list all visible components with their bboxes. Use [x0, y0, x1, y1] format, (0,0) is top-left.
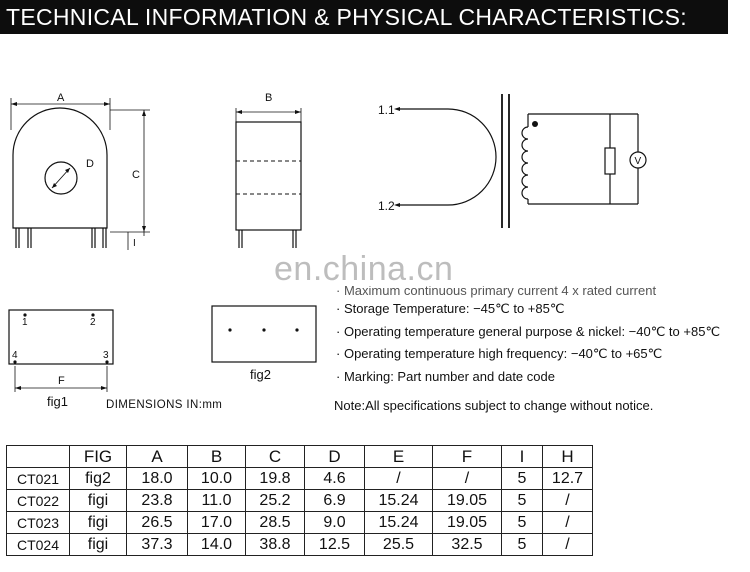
- voltmeter-label: V: [634, 156, 642, 167]
- table-cell: 19.05: [433, 512, 502, 534]
- table-row: [7, 468, 593, 490]
- table-cell: 4.6: [305, 468, 365, 490]
- page-title: TECHNICAL INFORMATION & PHYSICAL CHARACTERISTICS:: [6, 4, 687, 30]
- table-header-cell: C: [246, 446, 305, 468]
- pin-4-label: 4: [12, 350, 18, 361]
- header-bar: [0, 0, 728, 34]
- fig1-label: fig1: [47, 394, 68, 409]
- terminal-1-1-label: 1.1: [378, 103, 395, 117]
- table-cell: /: [543, 512, 593, 534]
- table-cell: figi: [70, 512, 127, 534]
- table-cell: 19.8: [246, 468, 305, 490]
- watermark: en.china.cn: [274, 250, 454, 288]
- pin-1-label: 1: [22, 317, 28, 328]
- table-header-cell: E: [365, 446, 433, 468]
- fig2-body-outline: [236, 122, 301, 230]
- table-cell: 5: [502, 512, 543, 534]
- table-cell: 12.5: [305, 534, 365, 556]
- dim-f-label: F: [58, 375, 65, 387]
- table-cell: figi: [70, 534, 127, 556]
- dim-d-label: D: [86, 158, 94, 170]
- table-cell: figi: [70, 490, 127, 512]
- table-cell: 5: [502, 490, 543, 512]
- table-row: [7, 512, 593, 534]
- table-cell: 28.5: [246, 512, 305, 534]
- table-cell: 6.9: [305, 490, 365, 512]
- dim-b-label: B: [265, 92, 273, 104]
- table-cell: 9.0: [305, 512, 365, 534]
- burden-resistor: [605, 148, 615, 174]
- fig2-bottom-outline: [212, 306, 316, 362]
- spec-table: [6, 445, 593, 556]
- spec-table-wrap: [6, 445, 593, 556]
- spec-max-current: · Maximum continuous primary current 4 x rated current: [336, 286, 720, 298]
- dim-a-label: A: [57, 92, 65, 104]
- table-header-row: [7, 446, 593, 468]
- table-cell: 38.8: [246, 534, 305, 556]
- table-header-cell: H: [543, 446, 593, 468]
- pin-3-label: 3: [103, 350, 109, 361]
- table-cell: 25.5: [365, 534, 433, 556]
- spec-storage-temp: · Storage Temperature: −45℃ to +85℃: [336, 298, 720, 321]
- table-cell: 32.5: [433, 534, 502, 556]
- table-header-cell: FIG: [70, 446, 127, 468]
- spec-note: Note:All specifications subject to change without notice.: [334, 398, 654, 413]
- table-header-cell: D: [305, 446, 365, 468]
- table-cell: fig2: [70, 468, 127, 490]
- table-cell: 26.5: [127, 512, 188, 534]
- table-header-cell: A: [127, 446, 188, 468]
- table-cell: 10.0: [188, 468, 246, 490]
- table-header-cell: I: [502, 446, 543, 468]
- table-header-cell: [7, 446, 70, 468]
- primary-loop: [448, 109, 496, 205]
- table-cell: /: [365, 468, 433, 490]
- table-row: [7, 490, 593, 512]
- table-cell: 5: [502, 468, 543, 490]
- spec-list: [336, 286, 720, 388]
- table-cell: 19.05: [433, 490, 502, 512]
- table-header-cell: B: [188, 446, 246, 468]
- fig2-label: fig2: [250, 367, 271, 382]
- table-cell: 18.0: [127, 468, 188, 490]
- polarity-dot: [532, 121, 538, 127]
- dim-i-label: I: [133, 238, 136, 249]
- table-cell: /: [543, 534, 593, 556]
- table-cell-model: CT024: [7, 534, 70, 556]
- pin-2-label: 2: [90, 317, 96, 328]
- dimensions-note: DIMENSIONS IN:mm: [106, 399, 223, 411]
- table-cell: 15.24: [365, 490, 433, 512]
- table-cell: 25.2: [246, 490, 305, 512]
- spec-operating-temp-high: · Operating temperature high frequency: −40℃ to +65℃: [336, 343, 720, 366]
- table-cell: /: [433, 468, 502, 490]
- table-cell: 12.7: [543, 468, 593, 490]
- table-header-cell: F: [433, 446, 502, 468]
- table-cell: 14.0: [188, 534, 246, 556]
- table-cell: 11.0: [188, 490, 246, 512]
- secondary-coil: [522, 127, 528, 199]
- table-cell: 37.3: [127, 534, 188, 556]
- spec-operating-temp-general: · Operating temperature general purpose & nickel: −40℃ to +85℃: [336, 321, 720, 344]
- table-cell-model: CT021: [7, 468, 70, 490]
- table-row: [7, 534, 593, 556]
- table-cell: 23.8: [127, 490, 188, 512]
- dim-c-label: C: [132, 169, 140, 181]
- table-cell-model: CT023: [7, 512, 70, 534]
- terminal-1-2-label: 1.2: [378, 199, 395, 213]
- table-cell: /: [543, 490, 593, 512]
- table-cell: 15.24: [365, 512, 433, 534]
- table-cell-model: CT022: [7, 490, 70, 512]
- spec-marking: · Marking: Part number and date code: [336, 366, 720, 389]
- table-cell: 17.0: [188, 512, 246, 534]
- table-cell: 5: [502, 534, 543, 556]
